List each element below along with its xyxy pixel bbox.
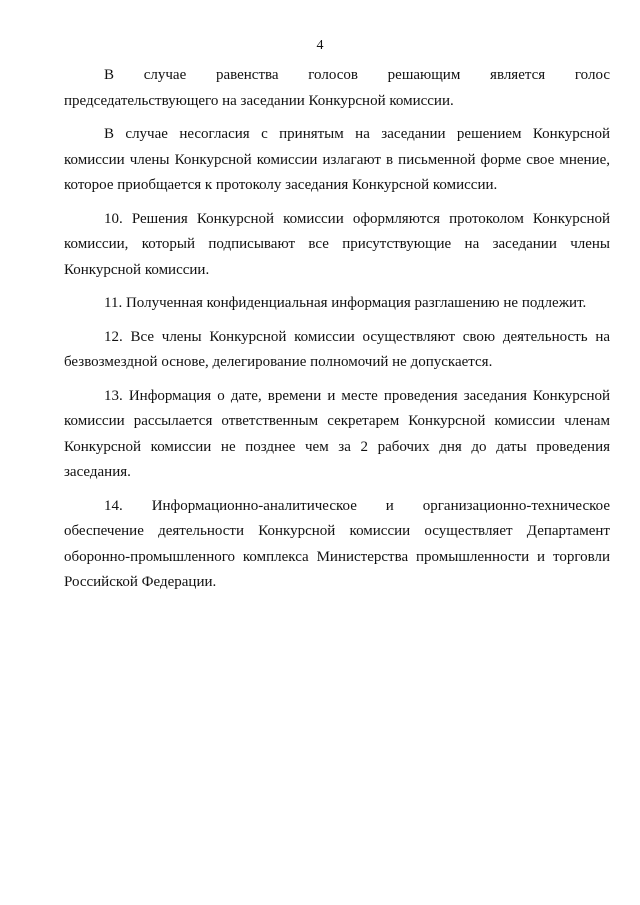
document-body: [64, 63, 610, 604]
paragraph-10-protocol: 10. Решения Конкурсной комиссии оформляются протоколом Конкурсной комиссии, который подписывают все присутствующие на заседании члены Конкурсной комиссии.: [64, 210, 610, 278]
paragraph-14-support: 14. Информационно-аналитическое и организационно-техническое обеспечение деятельности Конкурсной комиссии осуществляет Департамент оборонно-промышленного комплекса Министерства промышленности и торговли Российской Федерации.: [64, 497, 610, 590]
page-number: 4: [316, 38, 324, 53]
paragraph-13-notification: 13. Информация о дате, времени и месте проведения заседания Конкурсной комиссии рассылается ответственным секретарем Конкурсной комиссии членам Конкурсной комиссии не позднее чем за 2 рабочих дня до даты проведения заседания.: [64, 387, 610, 480]
paragraph-11-confidential: 11. Полученная конфиденциальная информация разглашению не подлежит.: [104, 295, 587, 311]
paragraph-12-unpaid: 12. Все члены Конкурсной комиссии осуществляют свою деятельность на безвозмездной основе, делегирование полномочий не допускается.: [64, 328, 610, 370]
paragraph-tie-vote: В случае равенства голосов решающим является голос председательствующего на заседании Конкурсной комиссии.: [64, 67, 610, 109]
paragraph-disagreement: В случае несогласия с принятым на заседании решением Конкурсной комиссии члены Конкурсной комиссии излагают в письменной форме свое мнение, которое приобщается к протоколу заседания Конкурсной комиссии.: [64, 126, 610, 193]
